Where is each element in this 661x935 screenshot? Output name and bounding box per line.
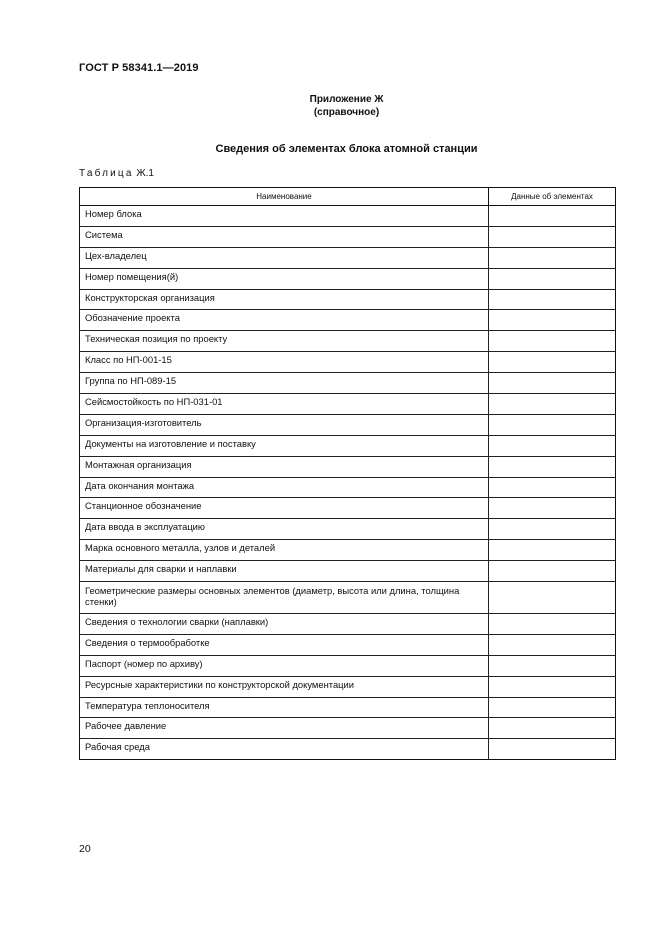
table-row bbox=[80, 435, 616, 456]
table-cell-value bbox=[489, 373, 616, 394]
table-row bbox=[80, 394, 616, 415]
table-cell-value bbox=[489, 697, 616, 718]
table-cell-value bbox=[489, 634, 616, 655]
table-body bbox=[80, 206, 616, 760]
table-cell-name: Сведения о термообработке bbox=[80, 634, 489, 655]
table-cell-value bbox=[489, 331, 616, 352]
table-cell-value bbox=[489, 226, 616, 247]
table-cell-name: Конструкторская организация bbox=[80, 289, 489, 310]
table-cell-value bbox=[489, 206, 616, 227]
table-row bbox=[80, 206, 616, 227]
table-cell-value bbox=[489, 435, 616, 456]
table-cell-name: Температура теплоносителя bbox=[80, 697, 489, 718]
table-row bbox=[80, 540, 616, 561]
table-cell-value bbox=[489, 414, 616, 435]
table-cell-name: Система bbox=[80, 226, 489, 247]
table-row bbox=[80, 310, 616, 331]
table-row bbox=[80, 373, 616, 394]
appendix-subtitle: (справочное) bbox=[313, 107, 380, 118]
table-cell-name: Паспорт (номер по архиву) bbox=[80, 655, 489, 676]
table-row bbox=[80, 582, 616, 614]
table-row bbox=[80, 676, 616, 697]
table-cell-name: Обозначение проекта bbox=[80, 310, 489, 331]
table-row bbox=[80, 477, 616, 498]
table-cell-name: Материалы для сварки и наплавки bbox=[80, 561, 489, 582]
table-cell-name: Дата окончания монтажа bbox=[80, 477, 489, 498]
table-row bbox=[80, 561, 616, 582]
table-cell-value bbox=[489, 718, 616, 739]
page-number: 20 bbox=[79, 843, 91, 855]
table-cell-value bbox=[489, 394, 616, 415]
table-cell-value bbox=[489, 289, 616, 310]
table-row bbox=[80, 739, 616, 760]
table-row bbox=[80, 414, 616, 435]
table-cell-name: Станционное обозначение bbox=[80, 498, 489, 519]
table-cell-value bbox=[489, 498, 616, 519]
appendix-title: Приложение Ж bbox=[309, 94, 384, 105]
table-cell-name: Номер помещения(й) bbox=[80, 268, 489, 289]
table-cell-value bbox=[489, 739, 616, 760]
table-cell-name: Цех-владелец bbox=[80, 247, 489, 268]
table-cell-name: Рабочая среда bbox=[80, 739, 489, 760]
table-cell-value bbox=[489, 519, 616, 540]
elements-table bbox=[79, 187, 616, 760]
table-cell-name: Группа по НП-089-15 bbox=[80, 373, 489, 394]
table-cell-value bbox=[489, 352, 616, 373]
table-row bbox=[80, 655, 616, 676]
table-row bbox=[80, 498, 616, 519]
table-cell-value bbox=[489, 676, 616, 697]
table-cell-name: Сейсмостойкость по НП-031-01 bbox=[80, 394, 489, 415]
table-cell-name: Организация-изготовитель bbox=[80, 414, 489, 435]
table-cell-value bbox=[489, 477, 616, 498]
table-row bbox=[80, 352, 616, 373]
column-header-name: Наименование bbox=[80, 188, 489, 206]
table-row bbox=[80, 289, 616, 310]
table-cell-value bbox=[489, 614, 616, 635]
column-header-data: Данные об элементах bbox=[489, 188, 616, 206]
table-cell-name: Документы на изготовление и поставку bbox=[80, 435, 489, 456]
appendix-heading bbox=[0, 93, 661, 119]
table-cell-name: Техническая позиция по проекту bbox=[80, 331, 489, 352]
table-row bbox=[80, 614, 616, 635]
table-cell-value bbox=[489, 582, 616, 614]
table-cell-name: Марка основного металла, узлов и деталей bbox=[80, 540, 489, 561]
table-caption bbox=[79, 168, 154, 179]
table-row bbox=[80, 718, 616, 739]
table-cell-value bbox=[489, 247, 616, 268]
table-row bbox=[80, 697, 616, 718]
table-cell-name: Рабочее давление bbox=[80, 718, 489, 739]
table-cell-name: Геометрические размеры основных элементов (диаметр, высота или длина, толщина стенки) bbox=[80, 582, 489, 614]
table-cell-name: Дата ввода в эксплуатацию bbox=[80, 519, 489, 540]
table-cell-value bbox=[489, 456, 616, 477]
table-cell-name: Класс по НП-001-15 bbox=[80, 352, 489, 373]
table-row bbox=[80, 331, 616, 352]
table-cell-value bbox=[489, 655, 616, 676]
table-header-row bbox=[80, 188, 616, 206]
table-row bbox=[80, 247, 616, 268]
table-caption-number: Ж.1 bbox=[136, 168, 154, 179]
section-title: Сведения об элементах блока атомной станции bbox=[215, 143, 478, 155]
table-row bbox=[80, 226, 616, 247]
table-cell-name: Сведения о технологии сварки (наплавки) bbox=[80, 614, 489, 635]
table-cell-value bbox=[489, 561, 616, 582]
table-row bbox=[80, 268, 616, 289]
table-caption-word: Таблица bbox=[79, 168, 134, 179]
table-row bbox=[80, 519, 616, 540]
table-cell-value bbox=[489, 540, 616, 561]
document-code: ГОСТ Р 58341.1—2019 bbox=[79, 62, 199, 74]
table-cell-value bbox=[489, 310, 616, 331]
table-cell-name: Номер блока bbox=[80, 206, 489, 227]
table-cell-value bbox=[489, 268, 616, 289]
table-cell-name: Монтажная организация bbox=[80, 456, 489, 477]
table-row bbox=[80, 634, 616, 655]
table-row bbox=[80, 456, 616, 477]
table-cell-name: Ресурсные характеристики по конструкторской документации bbox=[80, 676, 489, 697]
